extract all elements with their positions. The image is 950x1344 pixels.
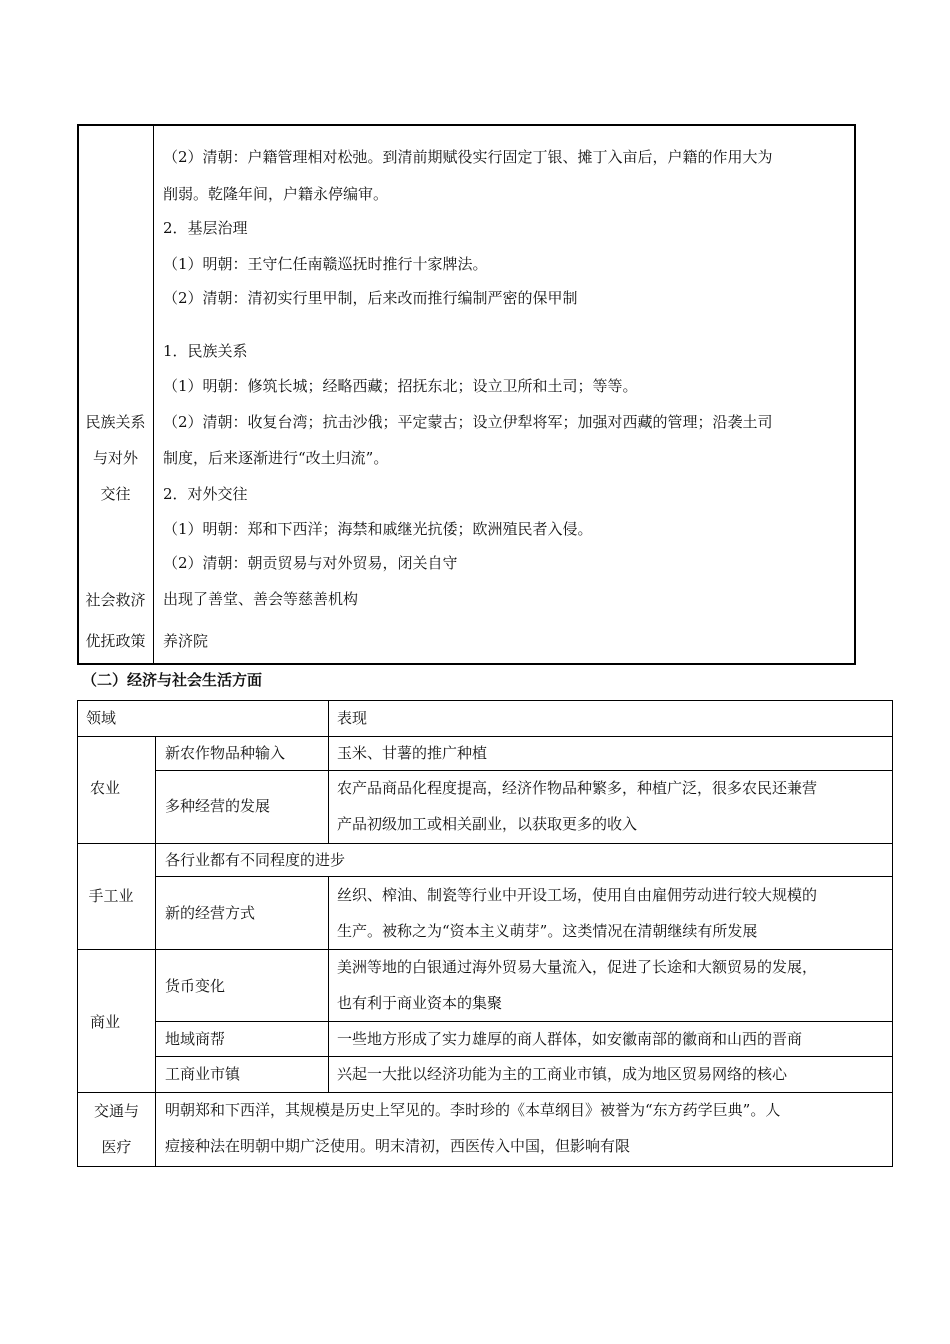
handicraft-general: 各行业都有不同程度的进步 — [165, 851, 346, 869]
agriculture-perf1-line1: 玉米、甘薯的推广种植 — [337, 744, 488, 762]
table1-row2-label-3: 交往 — [100, 485, 131, 503]
agriculture-perf2-line1: 农产品商品化程度提高，经济作物品种繁多，种植广泛，很多农民还兼营 — [337, 779, 818, 797]
table1-row1-line5: （2）清朝：清初实行里甲制，后来改而推行编制严密的保甲制 — [163, 289, 578, 307]
table1-row1-line4: （1）明朝：王守仁任南赣巡抚时推行十家牌法。 — [163, 255, 488, 273]
table1-row2-label-1: 民族关系 — [85, 413, 146, 431]
commerce-sub3: 工商业市镇 — [165, 1065, 241, 1083]
commerce-sub2: 地域商帮 — [165, 1030, 226, 1048]
table1-row1-line3: 2．基层治理 — [163, 219, 248, 237]
handicraft-label: 手工业 — [88, 887, 134, 905]
table1-row2-label-2: 与对外 — [92, 449, 138, 467]
table1-row3-line1: 出现了善堂、善会等慈善机构 — [163, 590, 359, 608]
transport-label-2: 医疗 — [101, 1138, 132, 1156]
commerce-perf1-line1: 美洲等地的白银通过海外贸易大量流入，促进了长途和大额贸易的发展， — [337, 958, 818, 976]
table1-row1-line1: （2）清朝：户籍管理相对松弛。到清前期赋役实行固定丁银、摊丁入亩后，户籍的作用大为 — [163, 148, 773, 166]
commerce-sub1: 货币变化 — [165, 977, 226, 995]
header-performance: 表现 — [337, 709, 368, 727]
table1-row2-line5: 2．对外交往 — [163, 485, 248, 503]
table1-row4-label: 优抚政策 — [85, 632, 146, 650]
table1-row2-line3: （2）清朝：收复台湾；抗击沙俄；平定蒙古；设立伊犁将军；加强对西藏的管理；沿袭土司 — [163, 413, 773, 431]
transport-perf-line2: 痘接种法在明朝中期广泛使用。明末清初，西医传入中国，但影响有限 — [165, 1137, 631, 1155]
section-heading: （二）经济与社会生活方面 — [82, 671, 263, 689]
commerce-perf2-line1: 一些地方形成了实力雄厚的商人群体，如安徽南部的徽商和山西的晋商 — [337, 1030, 803, 1048]
commerce-perf3-line1: 兴起一大批以经济功能为主的工商业市镇，成为地区贸易网络的核心 — [337, 1065, 788, 1083]
handicraft-perf-line1: 丝织、榨油、制瓷等行业中开设工场，使用自由雇佣劳动进行较大规模的 — [337, 886, 818, 904]
handicraft-sub: 新的经营方式 — [165, 904, 256, 922]
table1-row2-line1: 1．民族关系 — [163, 342, 248, 360]
transport-perf-line1: 明朝郑和下西洋，其规模是历史上罕见的。李时珍的《本草纲目》被誉为“东方药学巨典”。人 — [165, 1101, 781, 1119]
agriculture-perf2-line2: 产品初级加工或相关副业，以获取更多的收入 — [337, 815, 638, 833]
table1-row2-line6: （1）明朝：郑和下西洋；海禁和戚继光抗倭；欧洲殖民者入侵。 — [163, 520, 593, 538]
agriculture-sub1: 新农作物品种输入 — [165, 744, 286, 762]
table1-row3-label: 社会救济 — [85, 591, 146, 609]
commerce-perf1-line2: 也有利于商业资本的集聚 — [337, 994, 503, 1012]
commerce-label: 商业 — [89, 1013, 120, 1031]
table1-row2-line7: （2）清朝：朝贡贸易与对外贸易，闭关自守 — [163, 554, 458, 572]
table1-row4-line1: 养济院 — [163, 632, 209, 650]
agriculture-sub2: 多种经营的发展 — [165, 797, 271, 815]
handicraft-perf-line2: 生产。被称之为“资本主义萌芽”。这类情况在清朝继续有所发展 — [337, 922, 758, 940]
transport-label-1: 交通与 — [93, 1102, 139, 1120]
table1-row2-line2: （1）明朝：修筑长城；经略西藏；招抚东北；设立卫所和土司；等等。 — [163, 377, 638, 395]
header-field: 领域 — [86, 709, 117, 727]
table1-row2-line4: 制度，后来逐渐进行“改土归流”。 — [163, 449, 389, 467]
agriculture-label: 农业 — [89, 779, 120, 797]
table1-row1-line2: 削弱。乾隆年间，户籍永停编审。 — [163, 185, 389, 203]
